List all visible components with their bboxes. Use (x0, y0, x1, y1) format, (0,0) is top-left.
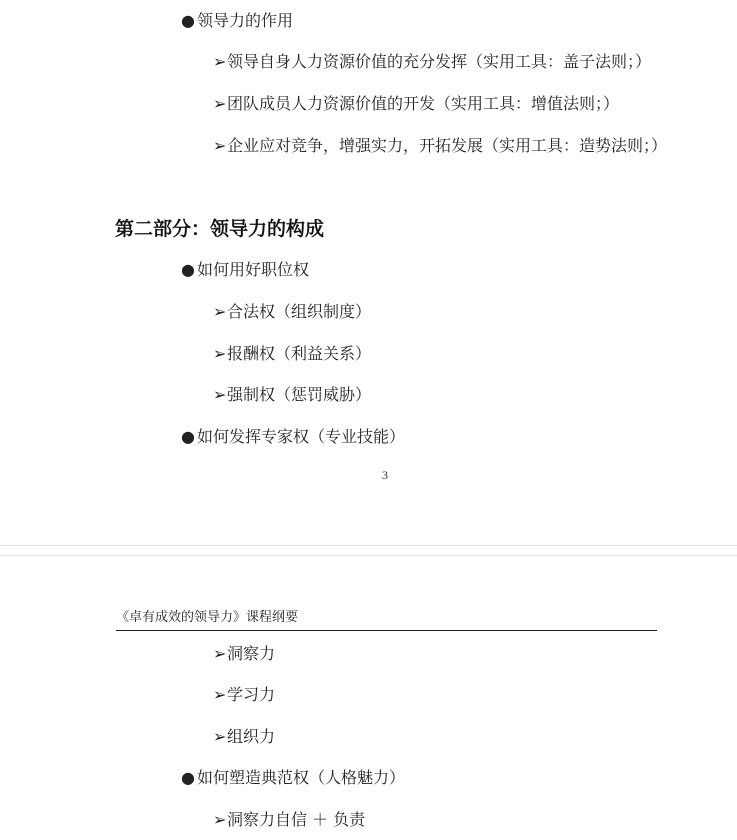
bullet-text: 领导力的作用 (197, 11, 294, 30)
arrow-icon: ➢ (213, 727, 227, 746)
sub-item-text: 合法权（组织制度） (227, 302, 372, 321)
sub-item (213, 385, 371, 405)
header-rule (116, 630, 657, 631)
bullet-icon: ● (181, 260, 195, 279)
page-number: 3 (382, 468, 388, 482)
bullet-text: 如何用好职位权 (197, 260, 310, 279)
sub-item (213, 52, 651, 72)
bullet-icon: ● (181, 768, 195, 787)
arrow-icon: ➢ (213, 94, 227, 113)
arrow-icon: ➢ (213, 644, 227, 663)
arrow-icon: ➢ (213, 344, 227, 363)
bullet-item-model (181, 768, 405, 788)
bullet-icon: ● (181, 11, 195, 30)
sub-item-text: 强制权（惩罚威胁） (227, 385, 372, 404)
sub-item-text: 组织力 (227, 727, 276, 746)
bullet-icon: ● (181, 427, 195, 446)
arrow-icon: ➢ (213, 385, 227, 404)
sub-item-text: 团队成员人力资源价值的开发（实用工具：增值法则；） (227, 94, 620, 113)
bullet-item-role (181, 11, 293, 31)
arrow-icon: ➢ (213, 136, 227, 155)
sub-item (213, 644, 275, 664)
arrow-icon: ➢ (213, 302, 227, 321)
bullet-item-expert (181, 427, 405, 447)
sub-item (213, 344, 371, 364)
sub-item-text: 领导自身人力资源价值的充分发挥（实用工具：盖子法则；） (227, 52, 652, 71)
bullet-text: 如何塑造典范权（人格魅力） (197, 768, 406, 787)
sub-item-text: 学习力 (227, 685, 276, 704)
sub-item (213, 685, 275, 705)
sub-item-text: 洞察力自信 ＋ 负责 (227, 810, 366, 829)
arrow-icon: ➢ (213, 810, 227, 829)
sub-item-text: 企业应对竞争，增强实力，开拓发展（实用工具：造势法则；） (227, 136, 668, 155)
sub-item (213, 810, 365, 830)
arrow-icon: ➢ (213, 52, 227, 71)
running-header: 《卓有成效的领导力》课程纲要 (116, 610, 299, 625)
sub-item (213, 727, 275, 747)
page-divider-top (0, 545, 737, 546)
arrow-icon: ➢ (213, 685, 227, 704)
bullet-text: 如何发挥专家权（专业技能） (197, 427, 406, 446)
sub-item-text: 洞察力 (227, 644, 276, 663)
section-heading: 第二部分：领导力的构成 (115, 218, 325, 240)
sub-item (213, 94, 619, 114)
sub-item (213, 136, 667, 156)
page-divider-bottom (0, 555, 737, 556)
sub-item-text: 报酬权（利益关系） (227, 344, 372, 363)
sub-item (213, 302, 371, 322)
bullet-item-position (181, 260, 309, 280)
